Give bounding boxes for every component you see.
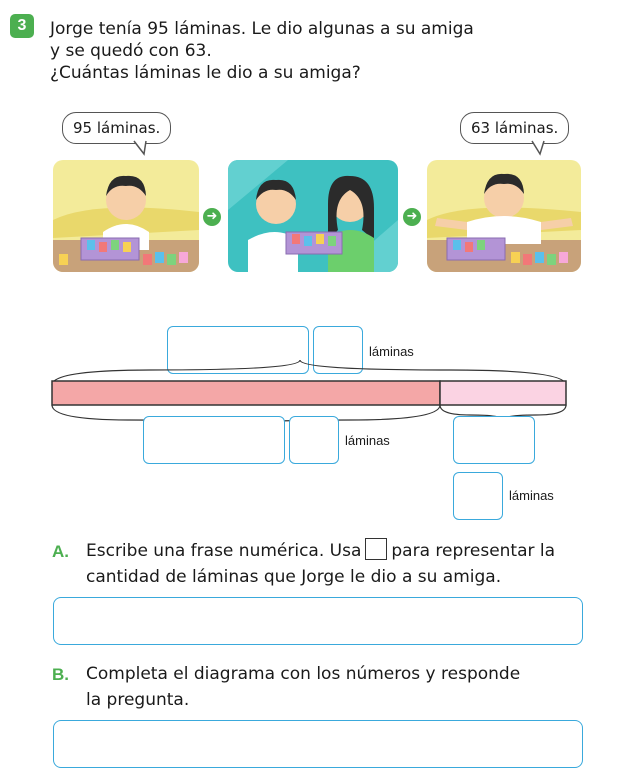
- problem-statement: [50, 18, 474, 84]
- diagram-given-unknown-box[interactable]: [453, 416, 535, 464]
- diagram-total-unit-label: láminas: [369, 344, 414, 359]
- speech-bubble-right: [460, 112, 569, 144]
- question-a-line1-after: para representar la: [391, 541, 556, 561]
- illustration-jorge-giving-cards: [228, 160, 398, 272]
- problem-line-2: y se quedó con 63.: [50, 41, 212, 61]
- speech-bubble-left-text: 95 láminas.: [73, 119, 161, 137]
- bar-diagram-kept-part: [52, 381, 440, 405]
- diagram-kept-unit-label: láminas: [345, 433, 390, 448]
- illustration-jorge-remaining-cards: [427, 160, 581, 272]
- diagram-kept-ones-box[interactable]: [289, 416, 339, 464]
- unknown-square-symbol: [365, 538, 387, 560]
- question-a-line2: cantidad de láminas que Jorge le dio a su amiga.: [86, 567, 502, 587]
- problem-line-1: Jorge tenía 95 láminas. Le dio algunas a su amiga: [50, 19, 474, 39]
- question-a-line1-before: Escribe una frase numérica. Usa: [86, 541, 362, 561]
- question-b-answer-box[interactable]: [53, 720, 583, 768]
- diagram-given-unit-label: láminas: [509, 488, 554, 503]
- question-b-letter: B.: [52, 665, 69, 684]
- speech-bubble-right-tail: [530, 140, 550, 156]
- question-b-text: [86, 661, 520, 713]
- bar-diagram-given-part: [440, 381, 566, 405]
- question-a-letter: A.: [52, 542, 69, 561]
- speech-bubble-left-tail: [132, 140, 152, 156]
- speech-bubble-right-text: 63 láminas.: [471, 119, 559, 137]
- question-a-text: [86, 538, 555, 590]
- arrow-right-icon: ➜: [203, 208, 221, 226]
- diagram-given-answer-box[interactable]: [453, 472, 503, 520]
- illustration-jorge-with-cards: [53, 160, 199, 272]
- question-a-answer-box[interactable]: [53, 597, 583, 645]
- problem-number-badge: 3: [10, 14, 34, 38]
- speech-bubble-left: [62, 112, 171, 144]
- problem-line-3: ¿Cuántas láminas le dio a su amiga?: [50, 63, 361, 83]
- question-b-line2: la pregunta.: [86, 690, 190, 710]
- diagram-kept-tens-box[interactable]: [143, 416, 285, 464]
- question-b-line1: Completa el diagrama con los números y responde: [86, 664, 521, 684]
- arrow-right-icon: ➜: [403, 208, 421, 226]
